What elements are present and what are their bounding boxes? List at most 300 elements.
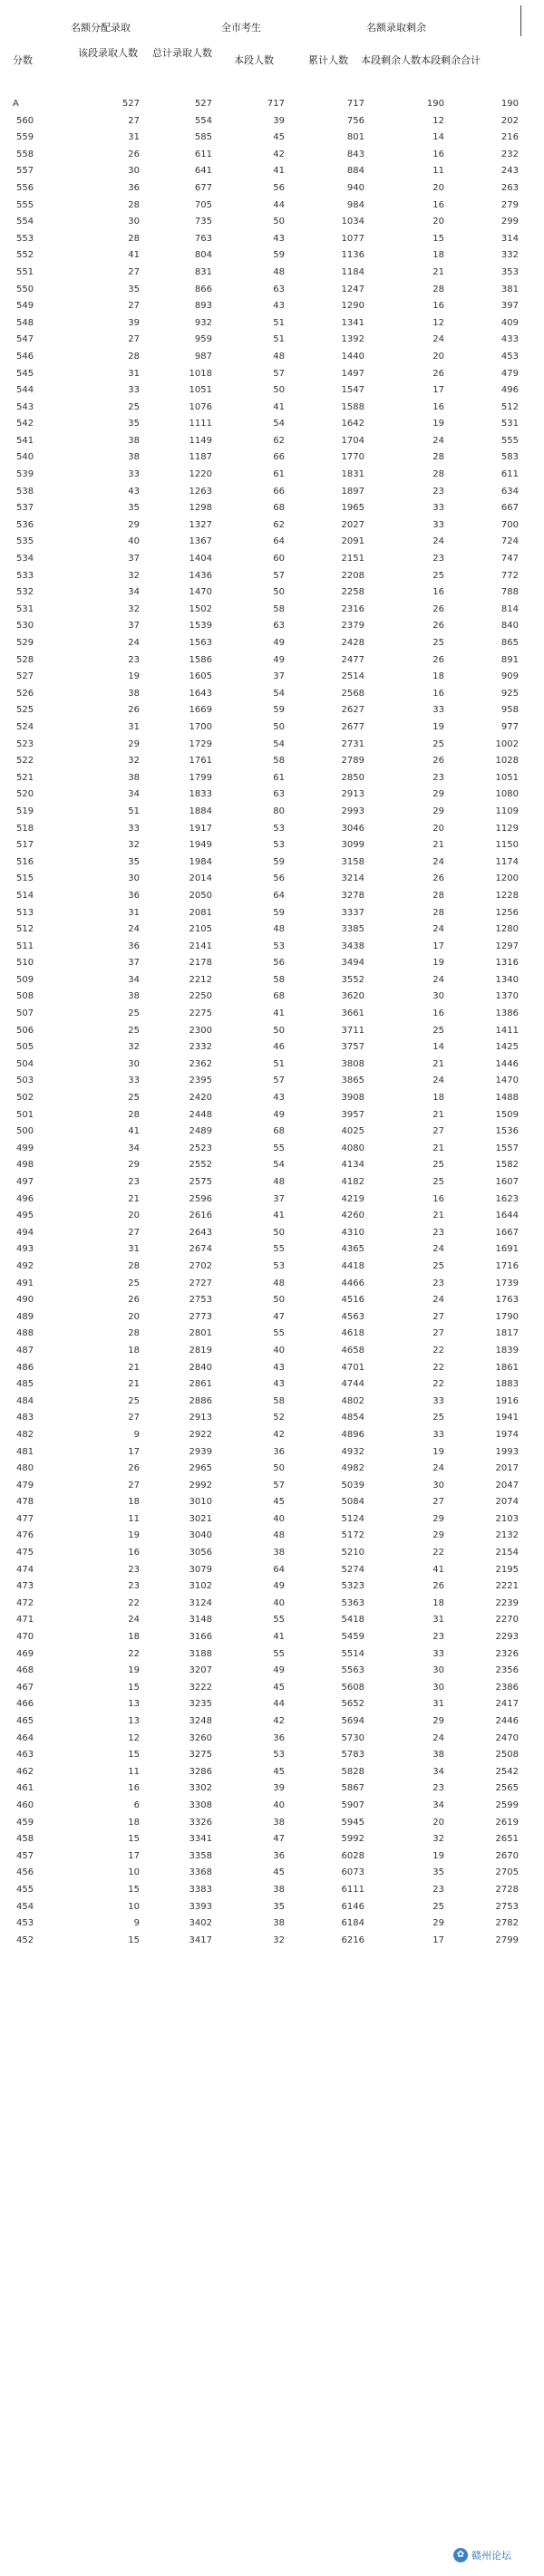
table-cell: 2773: [189, 1311, 212, 1322]
table-cell: 4182: [341, 1177, 364, 1187]
table-cell: 554: [194, 115, 212, 126]
table-row: [0, 1831, 544, 1848]
table-cell: 1051: [495, 772, 519, 783]
table-cell: 30: [432, 1480, 444, 1491]
table-cell: 50: [273, 1463, 285, 1474]
table-cell: 1941: [495, 1413, 519, 1423]
table-cell: 55: [273, 1615, 285, 1626]
table-cell: 1263: [189, 486, 212, 497]
table-row: [0, 1326, 544, 1343]
table-cell: 453: [500, 351, 519, 362]
table-cell: 454: [16, 1901, 34, 1912]
table-cell: 1327: [189, 519, 212, 530]
table-cell: 30: [432, 991, 444, 1002]
table-row: [0, 198, 544, 215]
table-cell: 555: [500, 435, 519, 446]
table-cell: 4563: [341, 1311, 364, 1322]
table-cell: 44: [273, 199, 285, 210]
table-cell: 1497: [341, 368, 364, 379]
table-cell: 2702: [189, 1260, 212, 1271]
table-cell: 480: [16, 1463, 34, 1474]
table-cell: 45: [273, 1682, 285, 1693]
table-cell: 544: [16, 385, 34, 396]
table-cell: 57: [273, 570, 285, 581]
table-cell: 2674: [189, 1244, 212, 1255]
table-cell: 3278: [341, 890, 364, 901]
table-cell: 47: [273, 1311, 285, 1322]
table-row: [0, 315, 544, 333]
table-cell: 21: [432, 840, 444, 851]
table-cell: 26: [432, 654, 444, 665]
table-cell: 17: [432, 1934, 444, 1945]
table-cell: 20: [432, 823, 444, 834]
table-cell: 2014: [189, 873, 212, 884]
table-row: [0, 433, 544, 450]
table-cell: 12: [128, 1732, 140, 1743]
table-cell: 1691: [495, 1244, 519, 1255]
table-cell: 33: [432, 519, 444, 530]
table-cell: 1949: [189, 840, 212, 851]
table-cell: 2428: [341, 638, 364, 648]
table-cell: 634: [500, 486, 519, 497]
table-cell: 2417: [495, 1699, 519, 1710]
table-cell: 3552: [341, 974, 364, 985]
table-cell: 457: [16, 1850, 34, 1861]
table-cell: 32: [128, 570, 140, 581]
table-cell: 493: [16, 1244, 34, 1255]
table-cell: 26: [432, 756, 444, 767]
table-cell: 14: [432, 132, 444, 143]
table-cell: 2523: [189, 1143, 212, 1153]
table-cell: 2395: [189, 1076, 212, 1086]
table-row: [0, 1511, 544, 1529]
table-cell: 30: [432, 1665, 444, 1676]
table-cell: 31: [128, 1244, 140, 1255]
table-cell: 2448: [189, 1109, 212, 1120]
table-cell: 27: [432, 1311, 444, 1322]
table-cell: 58: [273, 1395, 285, 1406]
table-cell: 43: [273, 1379, 285, 1390]
table-row: [0, 265, 544, 282]
table-cell: 3302: [189, 1783, 212, 1794]
table-cell: 865: [500, 638, 519, 648]
table-cell: 519: [16, 806, 34, 816]
table-cell: 56: [273, 182, 285, 193]
table-cell: 520: [16, 789, 34, 800]
table-cell: 2300: [189, 1025, 212, 1036]
table-cell: 41: [128, 1126, 140, 1137]
table-cell: 460: [16, 1799, 34, 1810]
table-cell: 53: [273, 840, 285, 851]
table-cell: 26: [432, 621, 444, 632]
table-cell: 2293: [495, 1632, 519, 1643]
table-cell: 5783: [341, 1750, 364, 1761]
table-row: [0, 1241, 544, 1259]
header-col-section-remaining: 本段剩余人数: [361, 54, 421, 66]
table-cell: 42: [273, 1429, 285, 1440]
table-cell: 533: [16, 570, 34, 581]
table-cell: 23: [432, 1884, 444, 1895]
table-cell: 66: [273, 486, 285, 497]
table-cell: 2913: [189, 1413, 212, 1423]
table-cell: 1557: [495, 1143, 519, 1153]
table-cell: 27: [128, 1227, 140, 1238]
table-cell: 1297: [495, 941, 519, 951]
table-cell: 190: [500, 99, 519, 109]
table-cell: 46: [273, 1042, 285, 1053]
table-cell: 62: [273, 435, 285, 446]
table-cell: 28: [432, 890, 444, 901]
table-cell: 48: [273, 351, 285, 362]
table-cell: 51: [128, 806, 140, 816]
table-cell: 5608: [341, 1682, 364, 1693]
table-cell: 3393: [189, 1901, 212, 1912]
table-cell: 45: [273, 1867, 285, 1878]
table-cell: 527: [194, 99, 212, 109]
table-cell: 2221: [495, 1581, 519, 1592]
table-cell: 1643: [189, 688, 212, 699]
table-cell: 60: [273, 554, 285, 564]
table-cell: 41: [273, 1632, 285, 1643]
table-cell: 2799: [495, 1934, 519, 1945]
table-cell: 18: [432, 1093, 444, 1104]
table-cell: 3865: [341, 1076, 364, 1086]
table-cell: 381: [500, 284, 519, 294]
table-cell: 35: [273, 1901, 285, 1912]
table-cell: 10: [128, 1867, 140, 1878]
table-cell: 717: [267, 99, 285, 109]
header-divider: [520, 5, 521, 36]
table-cell: 530: [16, 621, 34, 632]
table-cell: 2446: [495, 1716, 519, 1726]
table-cell: 2258: [341, 587, 364, 598]
table-cell: 1034: [341, 217, 364, 227]
table-cell: 1247: [341, 284, 364, 294]
table-cell: 3099: [341, 840, 364, 851]
table-cell: 1884: [189, 806, 212, 816]
table-cell: 735: [194, 217, 212, 227]
table-cell: 38: [273, 1548, 285, 1558]
table-cell: 21: [432, 1143, 444, 1153]
table-row: [0, 282, 544, 299]
table-cell: 984: [346, 199, 364, 210]
table-row: [0, 1056, 544, 1074]
table-cell: 2212: [189, 974, 212, 985]
table-cell: 2489: [189, 1126, 212, 1137]
table-cell: 700: [500, 519, 519, 530]
table-row: [0, 1882, 544, 1899]
table-cell: 13: [128, 1699, 140, 1710]
table-cell: 5274: [341, 1564, 364, 1575]
table-cell: 501: [16, 1109, 34, 1120]
table-cell: 25: [432, 570, 444, 581]
table-cell: 1993: [495, 1446, 519, 1457]
table-cell: 2575: [189, 1177, 212, 1187]
table-cell: 1440: [341, 351, 364, 362]
table-cell: 41: [273, 1211, 285, 1221]
table-cell: 15: [128, 1682, 140, 1693]
table-cell: 2081: [189, 907, 212, 918]
table-cell: 21: [128, 1362, 140, 1373]
table-cell: 26: [128, 1295, 140, 1306]
table-cell: 26: [128, 1463, 140, 1474]
table-cell: 3056: [189, 1548, 212, 1558]
table-cell: 28: [128, 351, 140, 362]
table-cell: 1790: [495, 1311, 519, 1322]
table-cell: 866: [194, 284, 212, 294]
table-row: [0, 989, 544, 1006]
table-cell: 16: [128, 1783, 140, 1794]
table-cell: 35: [128, 419, 140, 429]
table-row: [0, 1596, 544, 1613]
table-cell: 12: [432, 115, 444, 126]
table-cell: 16: [128, 1548, 140, 1558]
table-cell: 21: [432, 1109, 444, 1120]
table-cell: 23: [432, 1278, 444, 1288]
table-cell: 4802: [341, 1395, 364, 1406]
table-cell: 41: [273, 1008, 285, 1019]
table-cell: 24: [432, 1463, 444, 1474]
table-cell: 2420: [189, 1093, 212, 1104]
table-cell: 11: [128, 1766, 140, 1777]
table-row: [0, 652, 544, 670]
table-row: [0, 804, 544, 821]
table-row: [0, 1696, 544, 1713]
table-cell: 232: [500, 149, 519, 159]
table-cell: 527: [121, 99, 140, 109]
table-cell: 1077: [341, 233, 364, 244]
table-cell: 3908: [341, 1093, 364, 1104]
table-cell: 3275: [189, 1750, 212, 1761]
table-cell: A: [13, 99, 19, 109]
table-row: [0, 1292, 544, 1309]
table-cell: 24: [432, 1244, 444, 1255]
table-cell: 543: [16, 401, 34, 412]
table-cell: 14: [432, 1042, 444, 1053]
table-cell: 491: [16, 1278, 34, 1288]
table-row: [0, 180, 544, 198]
table-cell: 26: [128, 149, 140, 159]
table-cell: 29: [432, 789, 444, 800]
table-cell: 536: [16, 519, 34, 530]
table-cell: 1470: [189, 587, 212, 598]
table-cell: 23: [432, 1783, 444, 1794]
table-cell: 763: [194, 233, 212, 244]
table-row: [0, 1494, 544, 1511]
table-cell: 29: [128, 519, 140, 530]
table-cell: 3021: [189, 1513, 212, 1524]
table-cell: 43: [273, 1093, 285, 1104]
table-cell: 26: [432, 603, 444, 614]
table-cell: 54: [273, 419, 285, 429]
table-cell: 3286: [189, 1766, 212, 1777]
table-cell: 409: [500, 317, 519, 328]
table-cell: 37: [128, 554, 140, 564]
table-cell: 1404: [189, 554, 212, 564]
table-cell: 497: [16, 1177, 34, 1187]
table-cell: 50: [273, 1295, 285, 1306]
table-cell: 1298: [189, 503, 212, 514]
table-cell: 2470: [495, 1732, 519, 1743]
table-cell: 34: [432, 1799, 444, 1810]
table-cell: 455: [16, 1884, 34, 1895]
table-cell: 29: [432, 1530, 444, 1541]
table-cell: 17: [432, 385, 444, 396]
table-cell: 831: [194, 266, 212, 277]
table-cell: 475: [16, 1548, 34, 1558]
table-cell: 3711: [341, 1025, 364, 1036]
table-row: [0, 972, 544, 989]
table-cell: 38: [128, 688, 140, 699]
table-cell: 16: [432, 199, 444, 210]
table-cell: 27: [432, 1328, 444, 1339]
table-cell: 5084: [341, 1497, 364, 1508]
table-cell: 456: [16, 1867, 34, 1878]
table-cell: 23: [128, 654, 140, 665]
table-cell: 24: [432, 334, 444, 345]
table-cell: 512: [16, 924, 34, 935]
table-cell: 28: [432, 469, 444, 480]
table-cell: 467: [16, 1682, 34, 1693]
table-cell: 28: [128, 233, 140, 244]
table-cell: 3260: [189, 1732, 212, 1743]
table-cell: 2599: [495, 1799, 519, 1810]
table-cell: 2154: [495, 1548, 519, 1558]
table-cell: 35: [128, 856, 140, 867]
table-cell: 2074: [495, 1497, 519, 1508]
table-cell: 32: [432, 1834, 444, 1845]
table-row: [0, 1444, 544, 1462]
header-group-remaining: 名额录取剩余: [366, 22, 426, 34]
table-cell: 38: [128, 772, 140, 783]
table-cell: 55: [273, 1143, 285, 1153]
table-cell: 30: [128, 873, 140, 884]
table-cell: 4618: [341, 1328, 364, 1339]
table-cell: 1386: [495, 1008, 519, 1019]
table-row: [0, 921, 544, 939]
table-row: [0, 905, 544, 922]
table-cell: 28: [432, 907, 444, 918]
table-body: [0, 96, 544, 1949]
table-cell: 2727: [189, 1278, 212, 1288]
table-cell: 5563: [341, 1665, 364, 1676]
table-cell: 470: [16, 1632, 34, 1643]
table-cell: 2275: [189, 1008, 212, 1019]
table-cell: 23: [128, 1177, 140, 1187]
table-cell: 5730: [341, 1732, 364, 1743]
table-cell: 2913: [341, 789, 364, 800]
table-cell: 18: [128, 1632, 140, 1643]
table-cell: 1605: [189, 671, 212, 682]
header-col-total-admitted: 总计录取人数: [152, 47, 212, 59]
table-row: [0, 1629, 544, 1646]
table-cell: 525: [16, 705, 34, 716]
table-cell: 814: [500, 603, 519, 614]
table-cell: 16: [432, 301, 444, 312]
table-row: [0, 618, 544, 635]
table-cell: 20: [128, 1211, 140, 1221]
table-row: [0, 1612, 544, 1629]
table-cell: 299: [500, 217, 519, 227]
table-cell: 557: [16, 166, 34, 177]
table-cell: 33: [432, 1395, 444, 1406]
table-cell: 20: [432, 351, 444, 362]
table-cell: 2047: [495, 1480, 519, 1491]
table-cell: 243: [500, 166, 519, 177]
table-cell: 461: [16, 1783, 34, 1794]
table-cell: 62: [273, 519, 285, 530]
table-cell: 24: [128, 638, 140, 648]
table-row: [0, 1461, 544, 1478]
table-cell: 25: [432, 1260, 444, 1271]
table-cell: 6146: [341, 1901, 364, 1912]
table-cell: 513: [16, 907, 34, 918]
table-cell: 41: [432, 1564, 444, 1575]
table-cell: 1763: [495, 1295, 519, 1306]
table-cell: 33: [128, 1076, 140, 1086]
table-cell: 585: [194, 132, 212, 143]
table-cell: 3079: [189, 1564, 212, 1575]
table-cell: 30: [128, 1058, 140, 1069]
table-cell: 6216: [341, 1934, 364, 1945]
table-cell: 3341: [189, 1834, 212, 1845]
table-row: [0, 298, 544, 315]
table-cell: 19: [432, 958, 444, 969]
table-cell: 26: [432, 873, 444, 884]
table-cell: 29: [432, 1513, 444, 1524]
table-cell: 26: [432, 368, 444, 379]
table-cell: 39: [128, 317, 140, 328]
table-cell: 23: [432, 1632, 444, 1643]
table-cell: 3337: [341, 907, 364, 918]
table-cell: 20: [432, 217, 444, 227]
table-cell: 5992: [341, 1834, 364, 1845]
table-cell: 553: [16, 233, 34, 244]
table-row: [0, 1528, 544, 1545]
table-cell: 1502: [189, 603, 212, 614]
table-cell: 484: [16, 1395, 34, 1406]
table-cell: 5652: [341, 1699, 364, 1710]
table-cell: 466: [16, 1699, 34, 1710]
table-cell: 473: [16, 1581, 34, 1592]
table-cell: 23: [432, 486, 444, 497]
table-cell: 16: [432, 1193, 444, 1204]
table-cell: 500: [16, 1126, 34, 1137]
table-cell: 2017: [495, 1463, 519, 1474]
table-row: [0, 1343, 544, 1360]
table-cell: 41: [273, 401, 285, 412]
table-cell: 27: [128, 1413, 140, 1423]
table-cell: 2316: [341, 603, 364, 614]
table-cell: 464: [16, 1732, 34, 1743]
table-cell: 63: [273, 621, 285, 632]
table-cell: 2208: [341, 570, 364, 581]
table-cell: 18: [128, 1345, 140, 1356]
table-row: [0, 1427, 544, 1444]
table-cell: 43: [273, 233, 285, 244]
table-cell: 1833: [189, 789, 212, 800]
table-cell: 1770: [341, 452, 364, 463]
table-cell: 3166: [189, 1632, 212, 1643]
table-cell: 55: [273, 1648, 285, 1659]
table-cell: 1488: [495, 1093, 519, 1104]
table-cell: 15: [128, 1834, 140, 1845]
table-cell: 512: [500, 401, 519, 412]
table-cell: 13: [128, 1716, 140, 1726]
table-cell: 19: [128, 671, 140, 682]
table-cell: 17: [128, 1850, 140, 1861]
table-cell: 1716: [495, 1260, 519, 1271]
